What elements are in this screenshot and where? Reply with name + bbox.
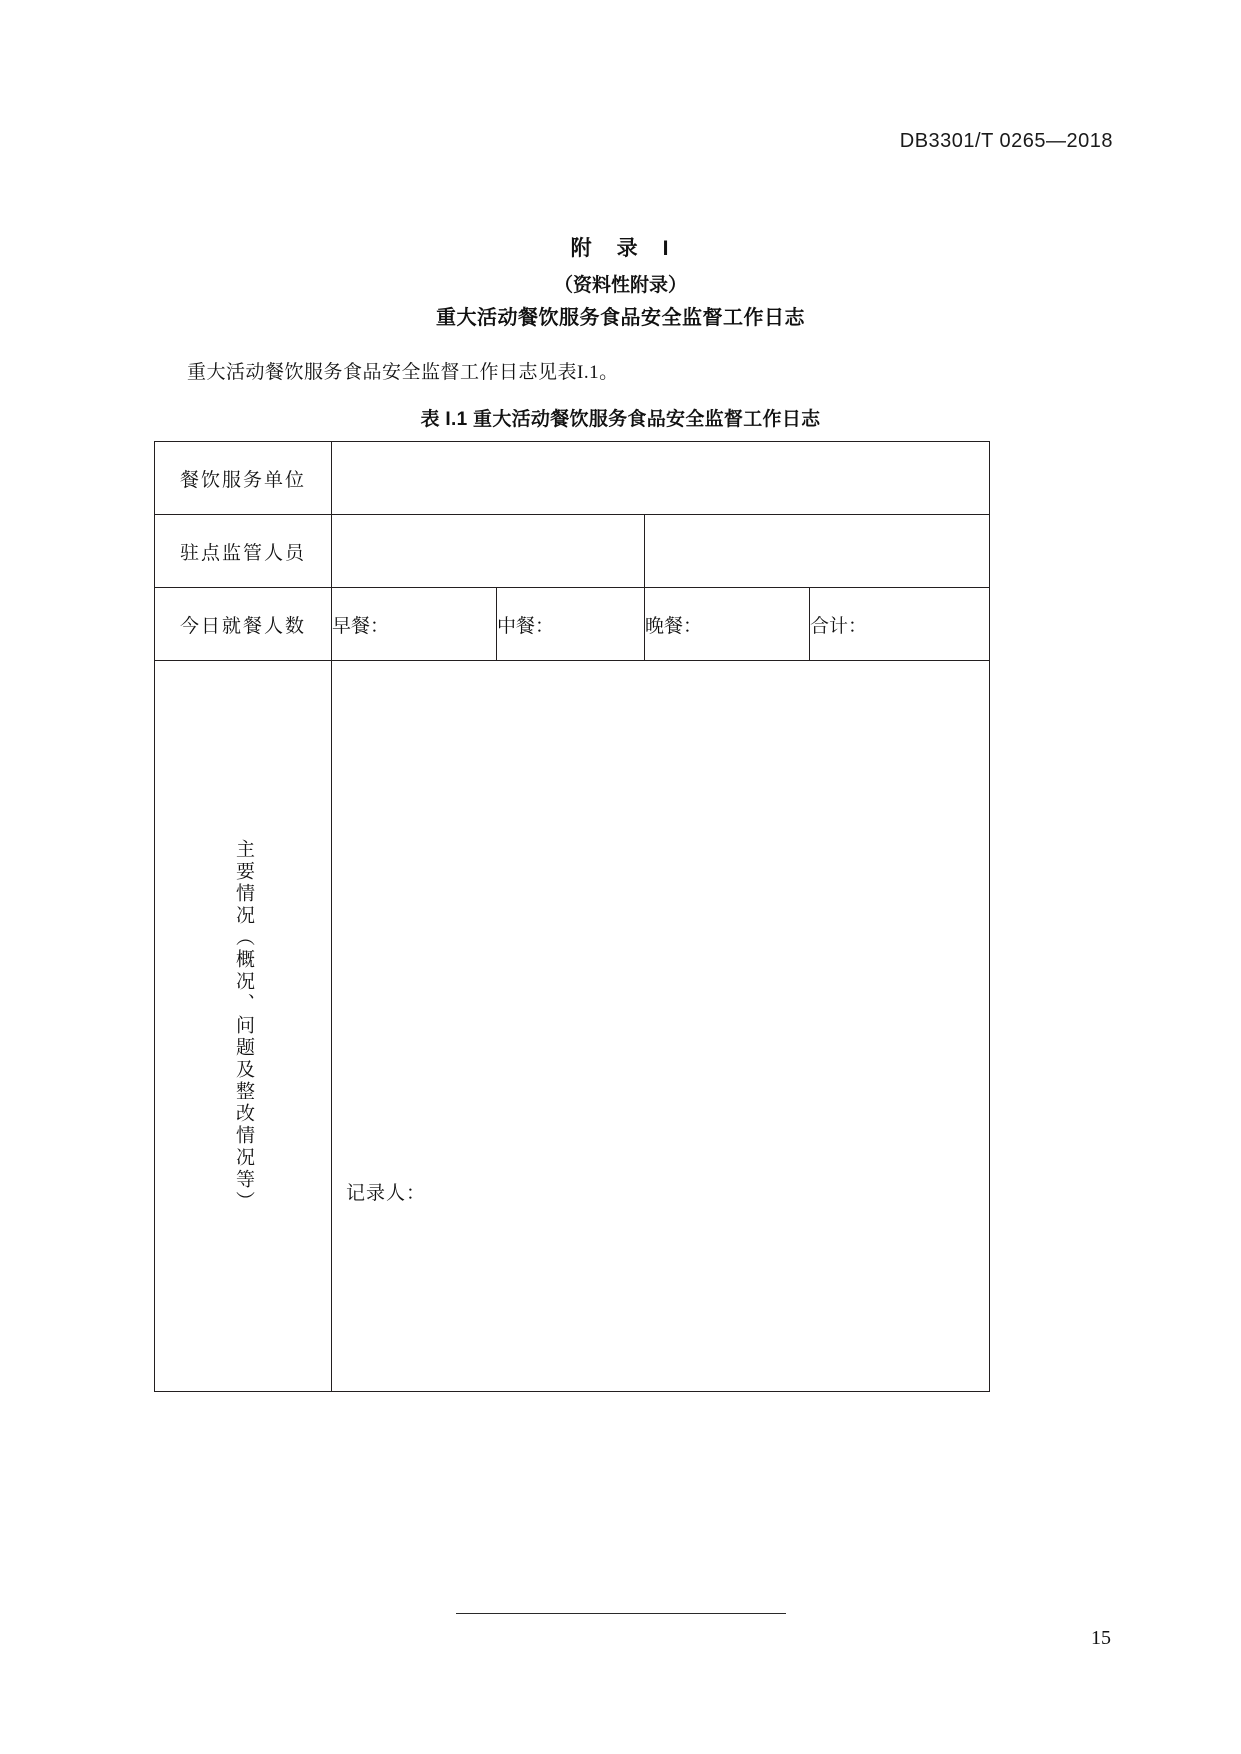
label-diner-count	[155, 588, 332, 661]
label-catering-unit	[155, 442, 332, 515]
label-text: 驻点监管人员	[179, 542, 306, 564]
table-caption: 表 I.1 重大活动餐饮服务食品安全监督工作日志	[420, 409, 821, 430]
page-number: 15	[1091, 1627, 1111, 1649]
table-row	[155, 442, 990, 515]
table-row	[155, 588, 990, 661]
field-dinner[interactable]: 晚餐：	[645, 588, 810, 661]
appendix-name: 重大活动餐饮服务食品安全监督工作日志	[436, 307, 805, 329]
field-supervisor-2[interactable]	[645, 515, 990, 588]
label-recorder: 记录人：	[346, 1183, 427, 1204]
label-text: 今日就餐人数	[179, 615, 306, 637]
vertical-label-text: 主要情况（概况、问题及整改情况等）	[232, 839, 254, 1213]
vertical-label-wrap	[155, 661, 331, 1391]
field-breakfast[interactable]: 早餐：	[332, 588, 497, 661]
label-text: 餐饮服务单位	[179, 469, 306, 491]
appendix-subtitle: （资料性附录）	[553, 275, 687, 296]
standard-number: DB3301/T 0265—2018	[899, 130, 1113, 152]
label-supervisors	[155, 515, 332, 588]
field-total[interactable]: 合计：	[810, 588, 990, 661]
field-catering-unit[interactable]	[332, 442, 990, 515]
footer-divider	[456, 1613, 786, 1614]
table-row	[155, 661, 990, 1392]
work-log-table	[154, 441, 990, 1392]
field-main-situation[interactable]	[332, 661, 990, 1392]
body-paragraph: 重大活动餐饮服务食品安全监督工作日志见表I.1。	[187, 362, 619, 383]
field-supervisor-1[interactable]	[332, 515, 645, 588]
table-row	[155, 515, 990, 588]
field-lunch[interactable]: 中餐：	[497, 588, 645, 661]
appendix-title: 附 录 I	[570, 237, 671, 260]
label-main-situation	[155, 661, 332, 1392]
